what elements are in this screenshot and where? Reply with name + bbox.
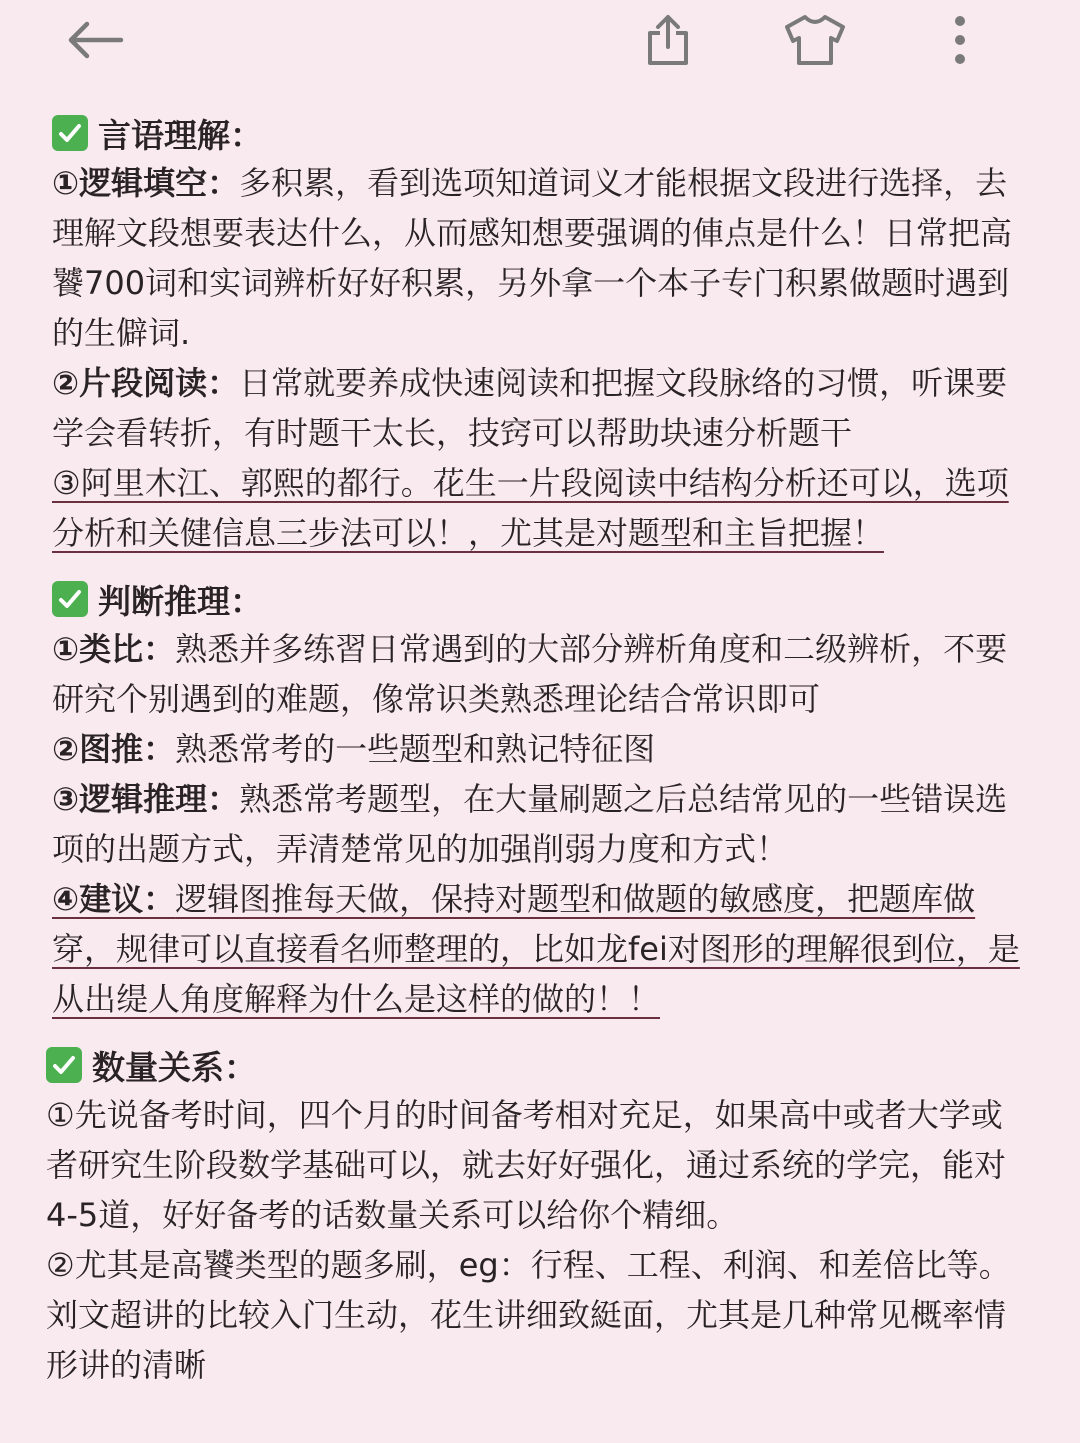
paragraph-advice <box>52 874 1038 1024</box>
section-reasoning <box>0 574 1038 1024</box>
section-heading <box>52 108 1038 158</box>
paragraph-practice <box>46 1240 1026 1390</box>
paragraph-text: ②尤其是高饕类型的题多刷，eg：行程、工程、利润、和差倍比等。刘文超讲的比较入门生动，花生讲细致綎面，尤其是几种常见概率情形讲的清晰 <box>46 1246 1011 1384</box>
paragraph-text: 日常就要养成快速阅读和把握文段脉络的习惯，听课要学会看转折，有时题干太长，技窍可以帮助块速分析题干 <box>52 364 1008 452</box>
note-content <box>0 108 1080 1406</box>
paragraph-text: 熟悉常考题型，在大量刷题之后总结常见的一些错误选项的出题方式，弄清楚常见的加强削弱力度和方式！ <box>52 780 1008 868</box>
paragraph-graphic <box>52 724 1038 774</box>
paragraph-label: ②图推： <box>52 730 176 768</box>
paragraph-label: ①类比： <box>52 630 176 668</box>
top-bar <box>0 0 1080 86</box>
paragraph-logic-reasoning <box>52 774 1038 874</box>
tshirt-icon[interactable] <box>780 10 850 70</box>
paragraph-label: ④建议： <box>52 880 176 918</box>
section-heading <box>46 1040 1026 1090</box>
paragraph-logic-fill <box>52 158 1038 358</box>
paragraph-label: ①逻辑填空： <box>52 164 240 202</box>
paragraph-reading <box>52 358 1038 458</box>
paragraph-teachers <box>52 458 1038 558</box>
paragraph-prep-time <box>46 1090 1026 1240</box>
section-quantitative <box>0 1040 1026 1390</box>
section-heading <box>52 574 1038 624</box>
more-vertical-icon[interactable] <box>938 10 982 70</box>
section-heading-text: 言语理解： <box>98 115 263 155</box>
arrow-left-icon[interactable] <box>58 10 132 70</box>
section-verbal <box>0 108 1038 558</box>
paragraph-text: 熟悉并多练習日常遇到的大部分辨析角度和二级辨析，不要研究个别遇到的难题，像常识类熟悉理论结合常识即可 <box>52 630 1008 718</box>
paragraph-text: 多积累，看到选项知道词义才能根据文段进行选择，去理解文段想要表达什么，从而感知想要强调的俥点是什么！日常把高饕700词和实词辨析好好积累，另外拿一个本子专门积累做题时遇到的生僻词. <box>52 164 1013 352</box>
paragraph-text: 逻辑图推每天做，保持对题型和做题的敏感度，把题库做穿，规律可以直接看名师整理的，比如龙fei对图形的理解很到位，是从出缇人角度解释为什么是这样的做的！！ <box>52 880 1020 1018</box>
paragraph-analogy <box>52 624 1038 724</box>
share-icon[interactable] <box>636 10 700 70</box>
section-heading-text: 判断推理： <box>98 581 263 621</box>
check-mark-icon <box>52 581 88 617</box>
paragraph-text: 熟悉常考的一些题型和熟记特征图 <box>175 730 656 768</box>
check-mark-icon <box>46 1047 82 1083</box>
paragraph-text: ①先说备考时间，四个月的时间备考相对充足，如果高中或者大学或者研究生阶段数学基础可以，就去好好强化，通过系统的学完，能对4-5道，好好备考的话数量关系可以给你个精细。 <box>46 1096 1007 1234</box>
paragraph-text: ③阿里木江、郭熙的都行。花生一片段阅读中结构分析还可以，选项分析和关健信息三步法可以！，尤其是对题型和主旨把握！ <box>52 464 1009 552</box>
section-heading-text: 数量关系： <box>92 1047 257 1087</box>
paragraph-label: ②片段阅读： <box>52 364 240 402</box>
paragraph-label: ③逻辑推理： <box>52 780 240 818</box>
check-mark-icon <box>52 115 88 151</box>
